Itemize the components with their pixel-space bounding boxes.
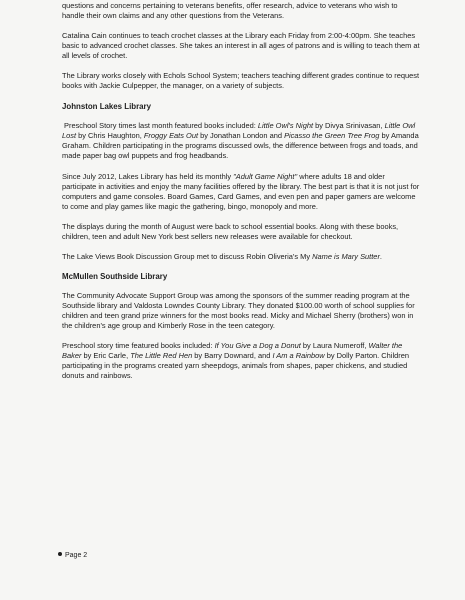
book-title: Walter the Baker [62, 341, 403, 360]
text: where adults 18 and older participate in activities and enjoy the many facilities offered by the library. The best part is that it is not just for computers and game consoles. Board Games, Card Games, and even pen and paper gamers are welcome to come and play games like magic the gathering, bingo, monopoly and more. [62, 172, 420, 211]
community-advocate-paragraph: The Community Advocate Support Group was among the sponsors of the summer reading program at the Southside library and Valdosta Lowndes County Library. They donated $100.00 worth of school supplies for children and teen grand prize winners for the most books read. Micky and Michael Sherry (brothers) won in the children's age group and Kimberly Rose in the teen category. [62, 291, 415, 330]
text: Preschool Story times last month featured books included: [64, 121, 258, 130]
page-content [62, 0, 420, 389]
johnston-lakes-heading: Johnston Lakes Library [62, 102, 152, 111]
book-title: Name is Mary Sutter [312, 252, 380, 261]
book-title: Little Owl's Night [257, 121, 314, 130]
text: . [379, 252, 382, 261]
book-title: The Little Red Hen [130, 351, 193, 360]
veterans-paragraph: questions and concerns pertaining to veterans benefits, offer research, advice to veterans who wish to handle their own claims and any other questions from the Veterans. [62, 1, 398, 20]
book-title: Little Owl Lost [62, 121, 416, 140]
southside-preschool-paragraph [62, 341, 420, 381]
page-number: Page 2 [65, 552, 88, 559]
book-title: Picasso the Green Tree Frog [284, 131, 380, 140]
text: by Eric Carle, [81, 351, 131, 360]
text: by Chris Haughton, [76, 131, 144, 140]
text: by Barry Downard, and [192, 351, 273, 360]
event-title: "Adult Game Night" [233, 172, 298, 181]
text: by Jonathan London and [198, 131, 285, 140]
bullet-icon [58, 552, 62, 556]
text: by Divya Srinivasan, [313, 121, 385, 130]
mcmullen-southside-heading: McMullen Southside Library [62, 272, 168, 281]
johnston-preschool-paragraph [62, 121, 420, 161]
crochet-paragraph: Catalina Cain continues to teach crochet classes at the Library each Friday from 2:00-4:00pm. She teaches basic to advanced crochet classes. She takes an interest in all ages of patrons and is willing to teach them at all levels of crochet. [62, 31, 420, 60]
adult-game-night-paragraph [62, 172, 420, 212]
text: by Amanda Graham. Children participating in the programs discussed owls, the difference between frogs and toads, and made paper bag owl puppets and frog headbands. [62, 131, 419, 160]
text: Preschool story time featured books included: [62, 341, 215, 350]
book-discussion-paragraph [62, 252, 420, 262]
book-title: Froggy Eats Out [143, 131, 199, 140]
echols-paragraph: The Library works closely with Echols School System; teachers teaching different grades continue to request books with Jackie Culpepper, the manager, on a variety of subjects. [62, 71, 420, 90]
page-footer [58, 552, 87, 560]
text: by Laura Numeroff, [300, 341, 369, 350]
book-title: If You Give a Dog a Donut [214, 341, 301, 350]
book-title: I Am a Rainbow [272, 351, 325, 360]
text: The Lake Views Book Discussion Group met to discuss Robin Oliveria's My [62, 252, 313, 261]
august-displays-paragraph: The displays during the month of August were back to school essential books. Along with these books, children, teen and adult New York best sellers new releases were available for checkout. [62, 222, 399, 241]
text: Since July 2012, Lakes Library has held its monthly [62, 172, 234, 181]
text: by Dolly Parton. Children participating in the programs created yarn sheepdogs, animals from shapes, paper chickens, and studied donuts and rainbows. [62, 351, 410, 380]
